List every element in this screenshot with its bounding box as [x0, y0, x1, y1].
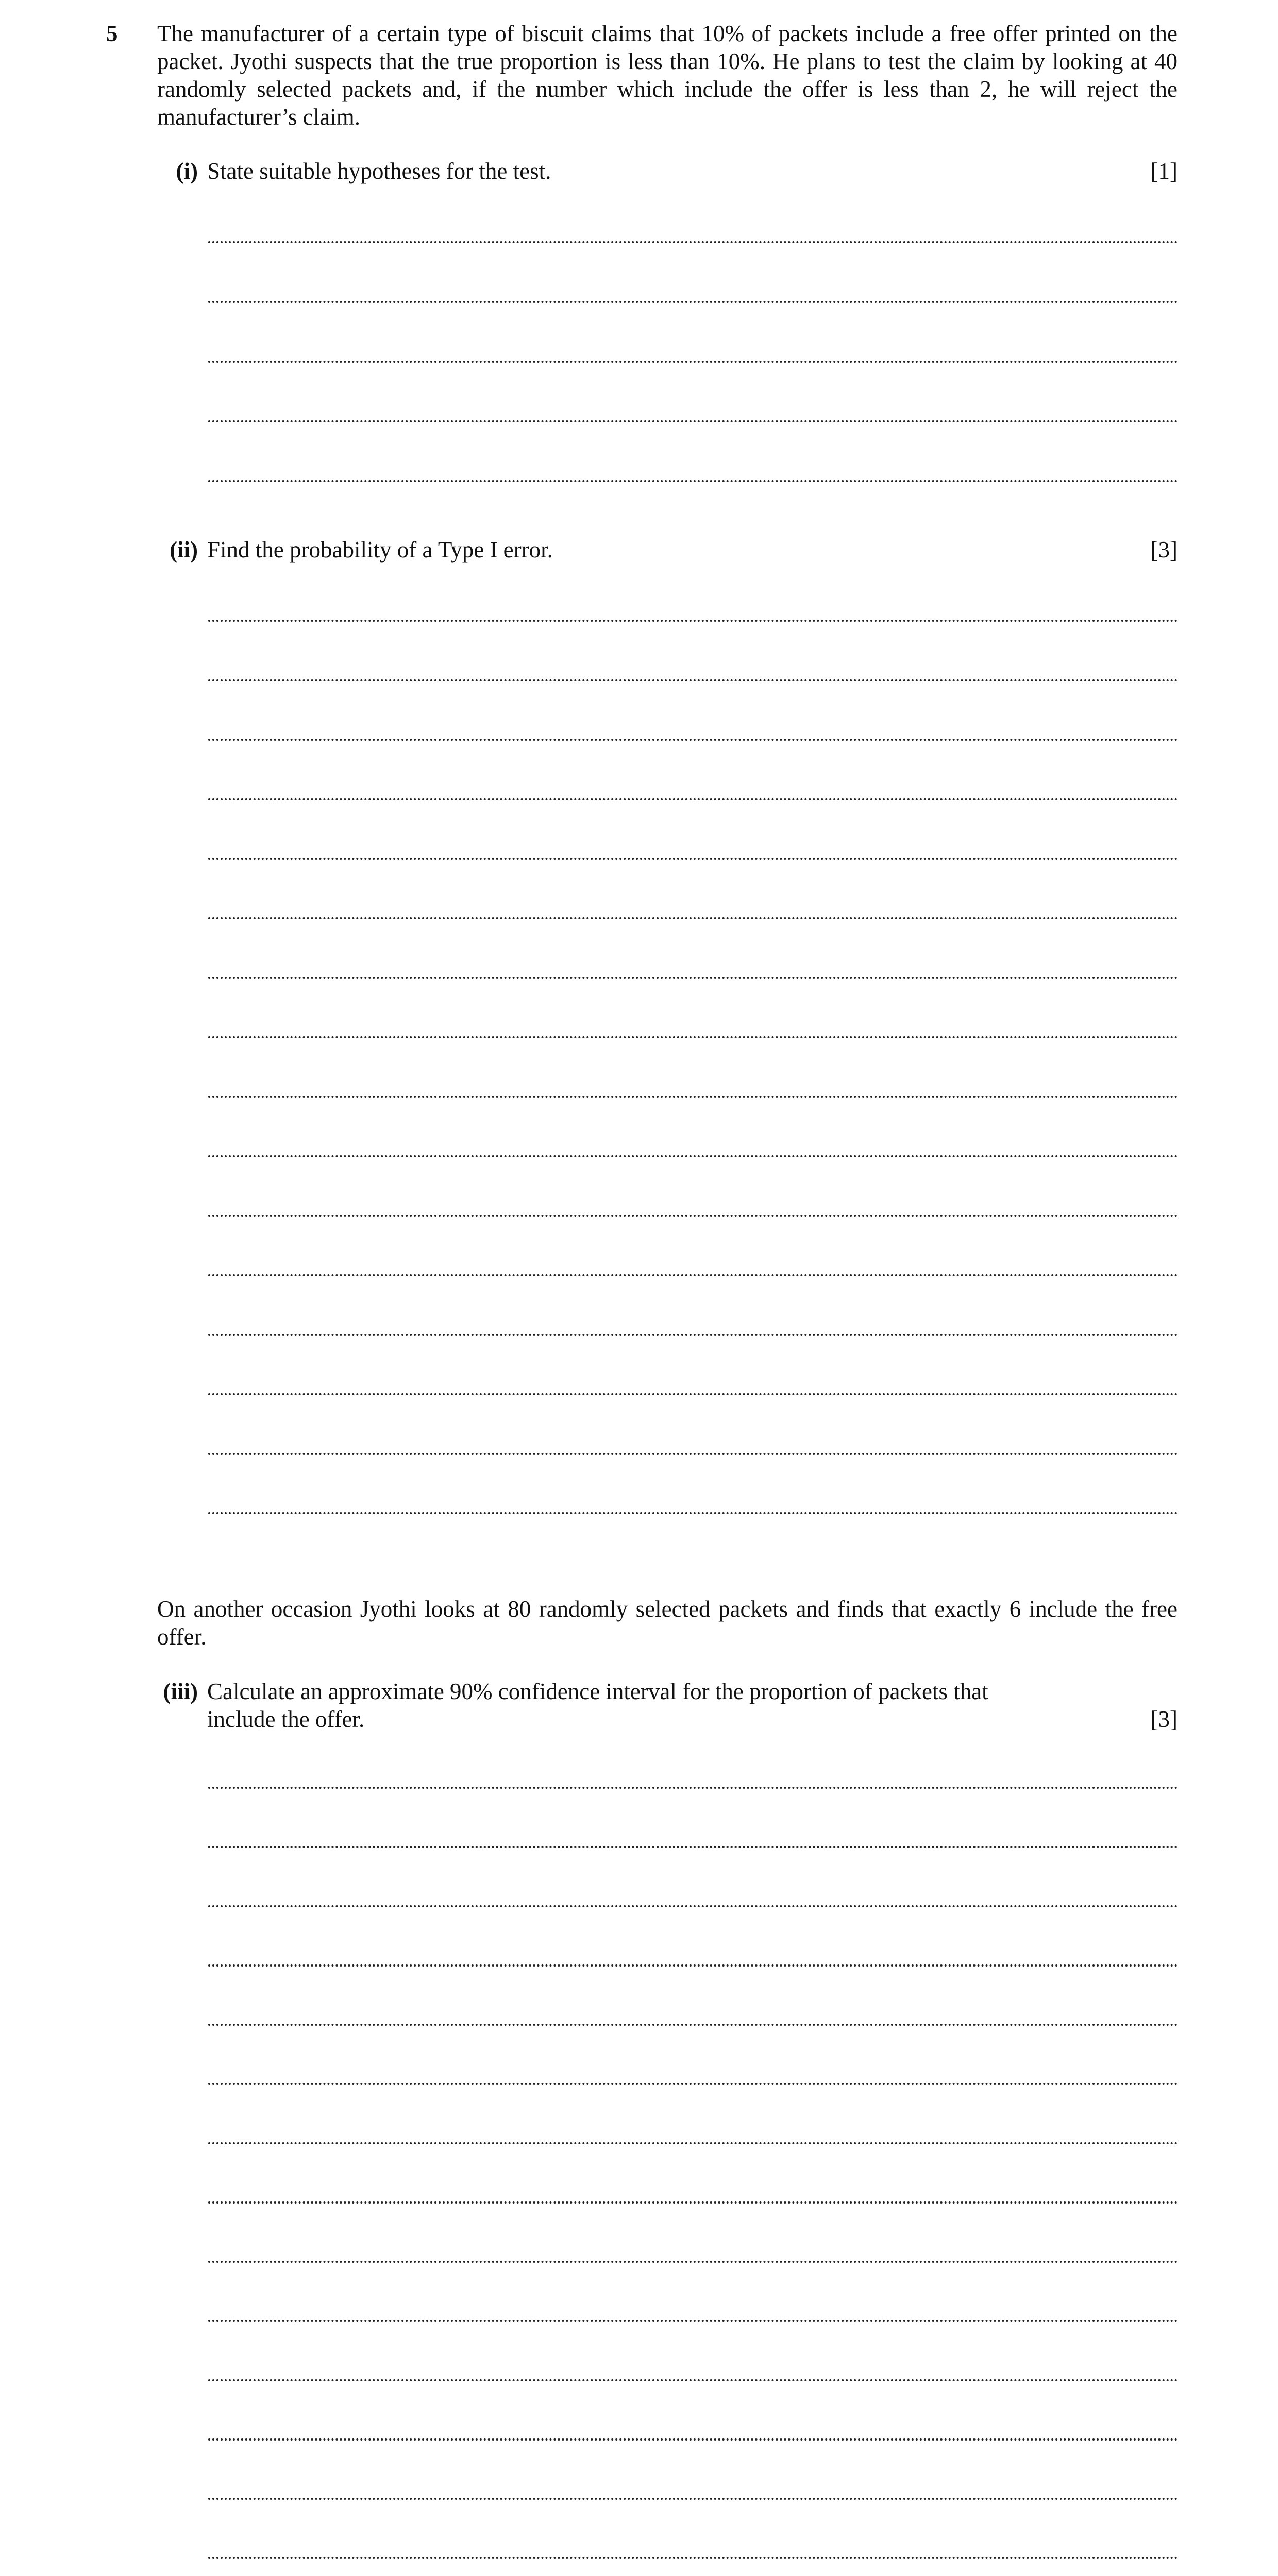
question-number: 5 — [106, 21, 118, 46]
answer-line[interactable] — [208, 1512, 1178, 1514]
answer-line[interactable] — [208, 1393, 1178, 1395]
part-i-label: (i) — [176, 158, 198, 184]
part-ii-text: Find the probability of a Type I error. — [207, 537, 553, 563]
answer-line[interactable] — [208, 1787, 1178, 1789]
answer-line[interactable] — [208, 361, 1178, 363]
answer-line[interactable] — [208, 1274, 1178, 1276]
answer-line[interactable] — [208, 620, 1178, 622]
answer-line[interactable] — [208, 1453, 1178, 1455]
answer-line[interactable] — [208, 2320, 1178, 2322]
part-i-marks: [1] — [1150, 158, 1178, 184]
answer-line[interactable] — [208, 2261, 1178, 2263]
part-ii-marks: [3] — [1150, 537, 1178, 563]
part-i-text: State suitable hypotheses for the test. — [207, 158, 551, 184]
question-intro: The manufacturer of a certain type of biscuit claims that 10% of packets include a free offer printed on the packet. Jyothi suspects that the true proportion is less than 10%. He plans to test the claim by looking at 40 randomly selected packets and, if the number which include the offer is less than 2, he will reject the manufacturer’s claim. — [157, 21, 1178, 130]
answer-line[interactable] — [208, 739, 1178, 741]
part-iii-label: (iii) — [163, 1679, 198, 1704]
answer-line[interactable] — [208, 1905, 1178, 1907]
answer-line[interactable] — [208, 2438, 1178, 2441]
answer-line[interactable] — [208, 858, 1178, 860]
answer-line[interactable] — [208, 1096, 1178, 1098]
answer-line[interactable] — [208, 977, 1178, 979]
answer-line[interactable] — [208, 2557, 1178, 2559]
answer-line[interactable] — [208, 1334, 1178, 1336]
answer-line[interactable] — [208, 420, 1178, 422]
part-iii-text: Calculate an approximate 90% confidence interval for the proportion of packets that include the offer. — [207, 1679, 988, 1732]
answer-line[interactable] — [208, 2083, 1178, 2085]
answer-line[interactable] — [208, 1215, 1178, 1217]
answer-line[interactable] — [208, 1964, 1178, 1967]
answer-line[interactable] — [208, 2142, 1178, 2144]
answer-line[interactable] — [208, 1846, 1178, 1848]
question-intro-2: On another occasion Jyothi looks at 80 randomly selected packets and finds that exactly 6 include the free offer. — [157, 1596, 1178, 1650]
answer-line[interactable] — [208, 480, 1178, 482]
answer-line[interactable] — [208, 1155, 1178, 1157]
part-ii-label: (ii) — [170, 537, 198, 563]
answer-line[interactable] — [208, 798, 1178, 800]
part-iii-marks: [3] — [1150, 1706, 1178, 1732]
answer-line[interactable] — [208, 301, 1178, 303]
answer-line[interactable] — [208, 2498, 1178, 2500]
answer-line[interactable] — [208, 1036, 1178, 1038]
answer-line[interactable] — [208, 2024, 1178, 2026]
answer-line[interactable] — [208, 241, 1178, 243]
answer-line[interactable] — [208, 917, 1178, 919]
answer-line[interactable] — [208, 2379, 1178, 2381]
answer-line[interactable] — [208, 679, 1178, 681]
answer-line[interactable] — [208, 2201, 1178, 2204]
